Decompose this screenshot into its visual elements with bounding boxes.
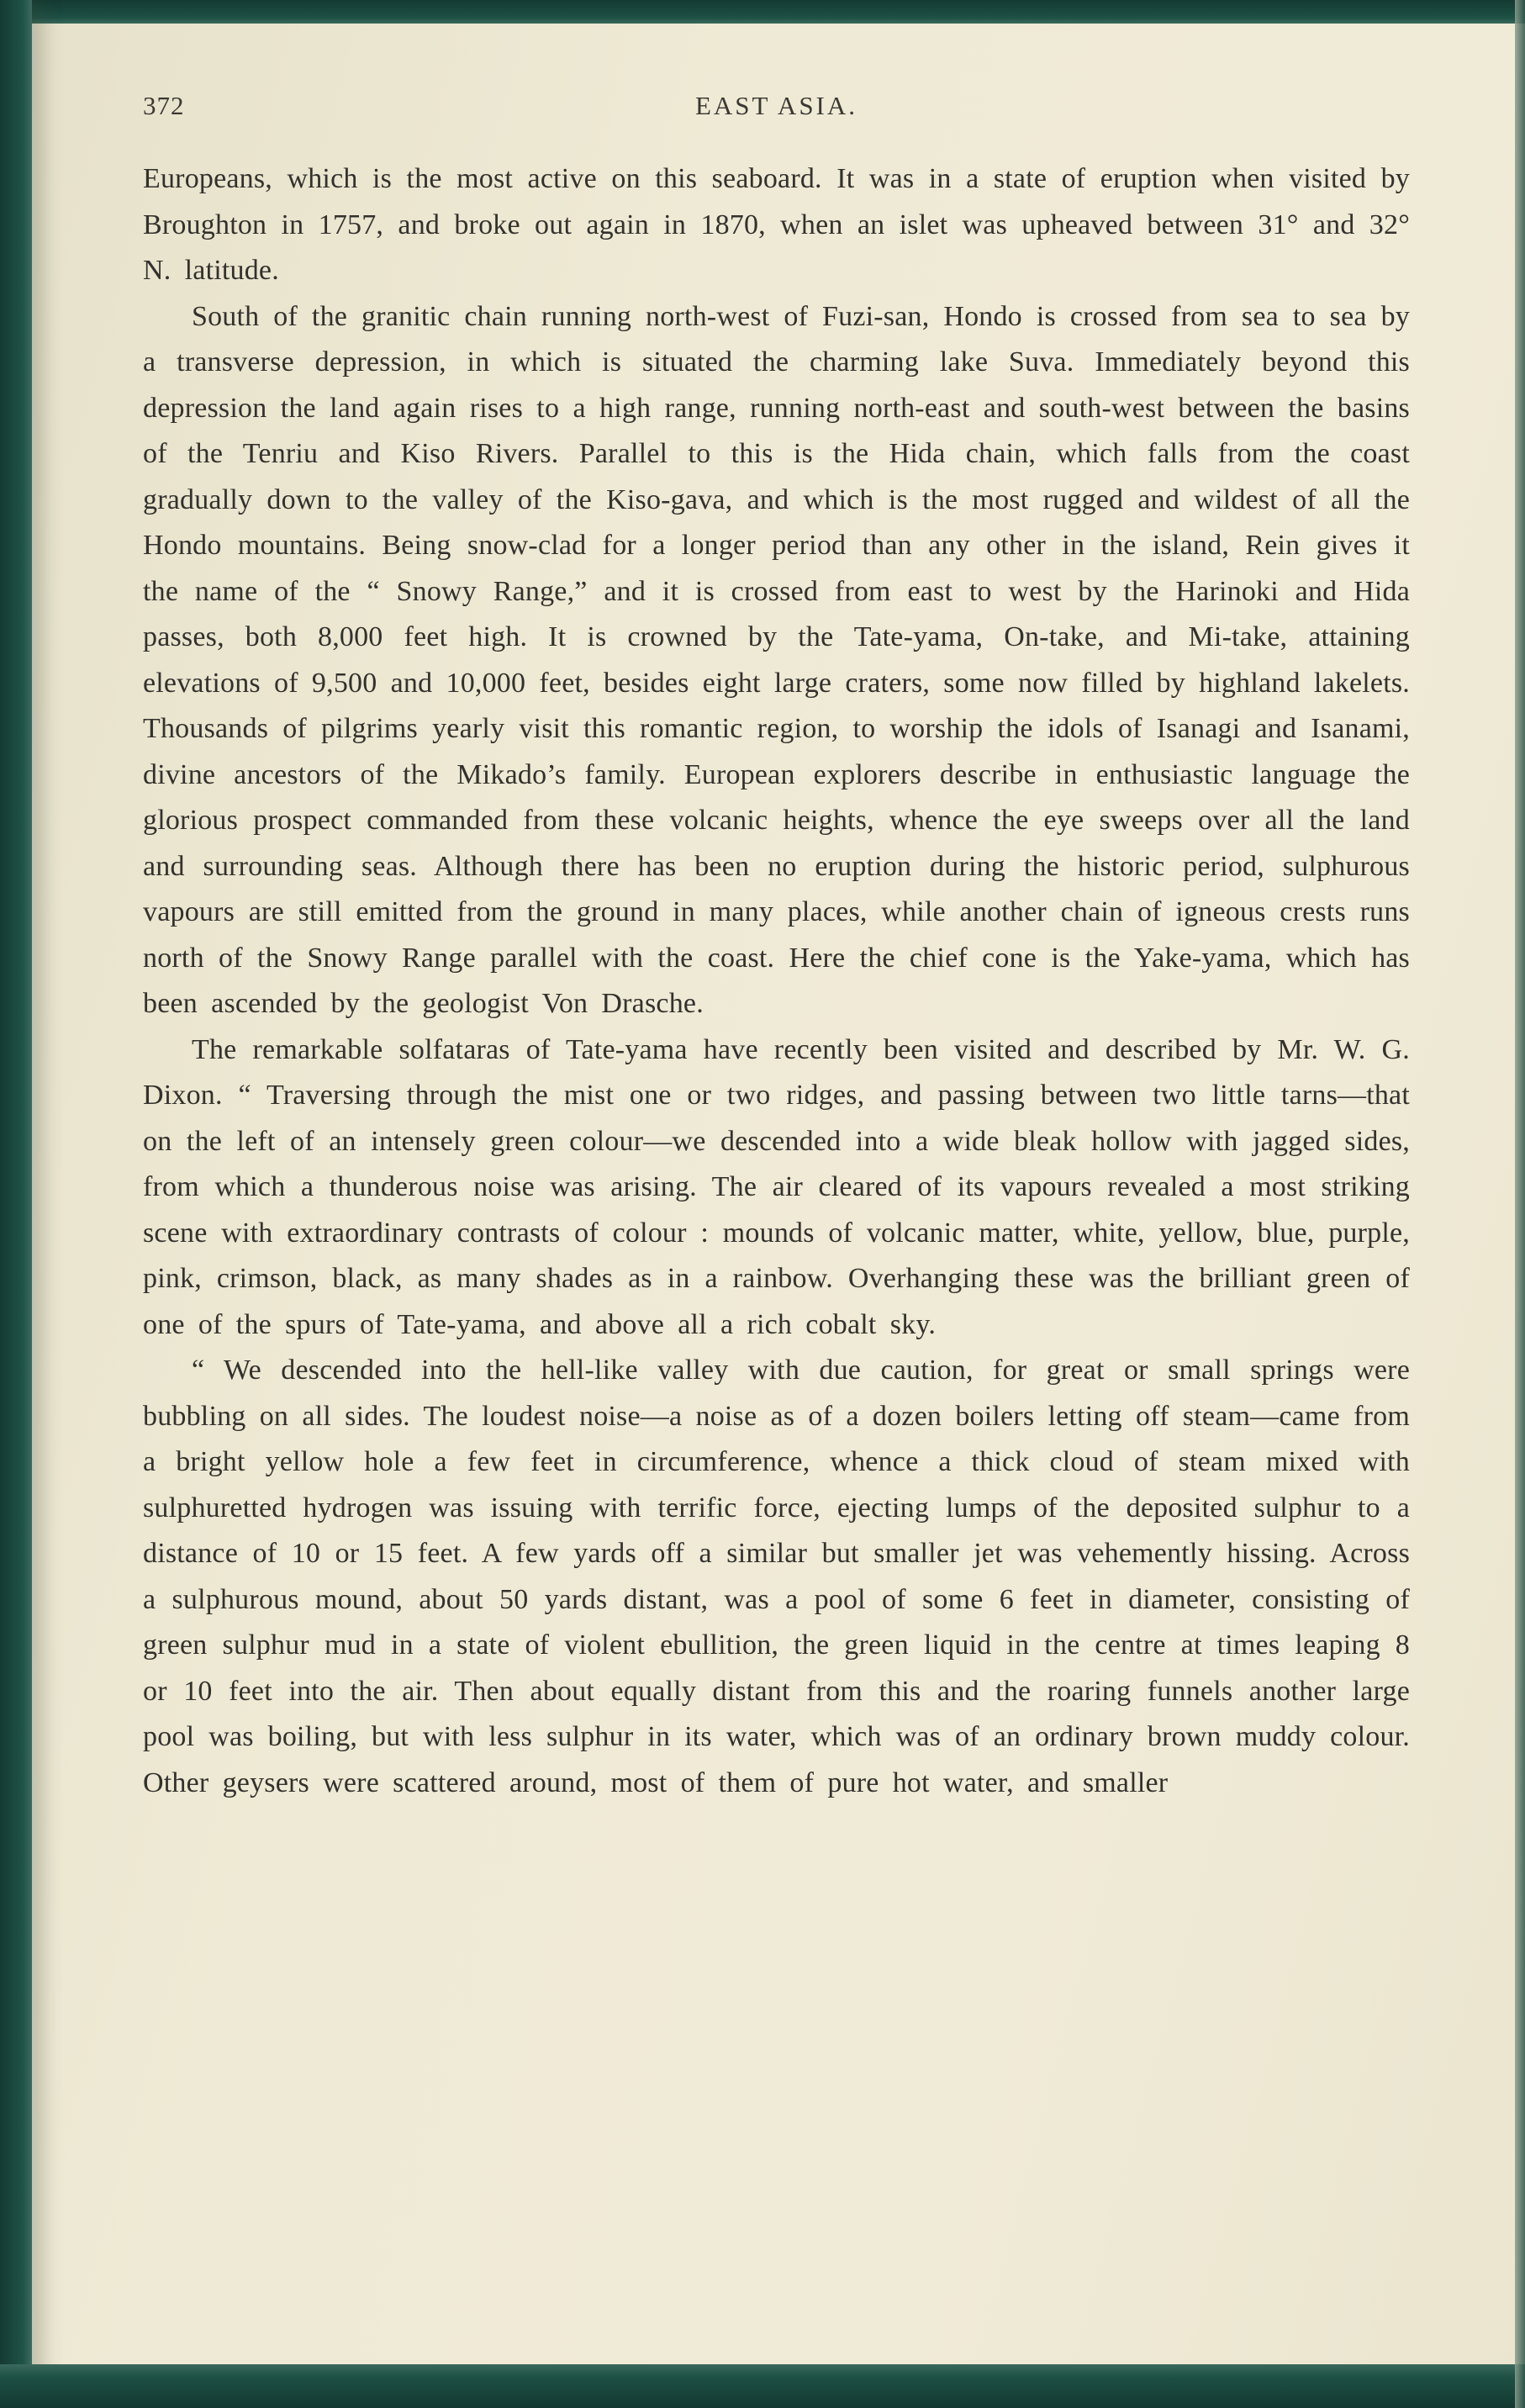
book-edge-top <box>0 0 1525 24</box>
book-edge-right <box>1515 0 1525 2408</box>
page-header <box>143 91 1410 128</box>
paragraph-1: Europeans, which is the most active on this seaboard. It was in a state of eruption when visited by Broughton in 1757, and broke out again in 1870, when an islet was upheaved between 31° and 32° N. latitude. <box>143 163 1410 286</box>
main-text-block <box>143 156 1410 1806</box>
paragraph-3: The remarkable solfataras of Tate-yama have recently been visited and described by Mr. W. G. Dixon. “ Traversing through the mist one or two ridges, and passing between two little tarns—that on the left of an intensely green colour—we descended into a wide bleak hollow with jagged sides, from which a thunderous noise was arising. The air cleared of its vapours revealed a most striking scene with extraordinary contrasts of colour : mounds of volcanic matter, white, yellow, blue, purple, pink, crimson, black, as many shades as in a rainbow. Overhanging these was the brilliant green of one of the spurs of Tate-yama, and above all a rich cobalt sky. <box>143 1033 1410 1340</box>
book-edge-bottom <box>0 2364 1525 2408</box>
paragraph-2: South of the granitic chain running north-west of Fuzi-san, Hondo is crossed from sea to sea by a transverse depression, in which is situated the charming lake Suva. Immediately beyond this depression the land again rises to a high range, running north-east and south-west between the basins of the Tenriu and Kiso Rivers. Parallel to this is the Hida chain, which falls from the coast gradually down to the valley of the Kiso-gava, and which is the most rugged and wildest of all the Hondo mountains. Being snow-clad for a longer period than any other in the island, Rein gives it the name of the “ Snowy Range,” and it is crossed from east to west by the Harinoki and Hida passes, both 8,000 feet high. It is crowned by the Tate-yama, On-take, and Mi-take, attaining elevations of 9,500 and 10,000 feet, besides eight large craters, some now filled by highland lakelets. Thousands of pilgrims yearly visit this romantic region, to worship the idols of Isanagi and Isanami, divine ancestors of the Mikado’s family. European explorers describe in enthusiastic language the glorious prospect commanded from these volcanic heights, whence the eye sweeps over all the land and surrounding seas. Although there has been no eruption during the historic period, sulphurous vapours are still emitted from the ground in many places, while another chain of igneous crests runs north of the Snowy Range parallel with the coast. Here the chief cone is the Yake-yama, which has been ascended by the geologist Von Drasche. <box>143 300 1410 1019</box>
paragraph-4: “ We descended into the hell-like valley with due caution, for great or small springs were bubbling on all sides. The loudest noise—a noise as of a dozen boilers letting off steam—came from a bright yellow hole a few feet in circumference, whence a thick cloud of steam mixed with sulphuretted hydrogen was issuing with terrific force, ejecting lumps of the deposited sulphur to a distance of 10 or 15 feet. A few yards off a similar but smaller jet was vehemently hissing. Across a sulphurous mound, about 50 yards distant, was a pool of some 6 feet in diameter, consisting of green sulphur mud in a state of violent ebullition, the green liquid in the centre at times leaping 8 or 10 feet into the air. Then about equally distant from this and the roaring funnels another large pool was boiling, but with less sulphur in its water, which was of an ordinary brown muddy colour. Other geysers were scattered around, most of them of pure hot water, and smaller <box>143 1354 1410 1798</box>
page-number: 372 <box>143 91 185 120</box>
page-body <box>32 24 1515 2364</box>
running-header-title: EAST ASIA. <box>694 91 858 120</box>
book-edge-left <box>0 0 32 2408</box>
